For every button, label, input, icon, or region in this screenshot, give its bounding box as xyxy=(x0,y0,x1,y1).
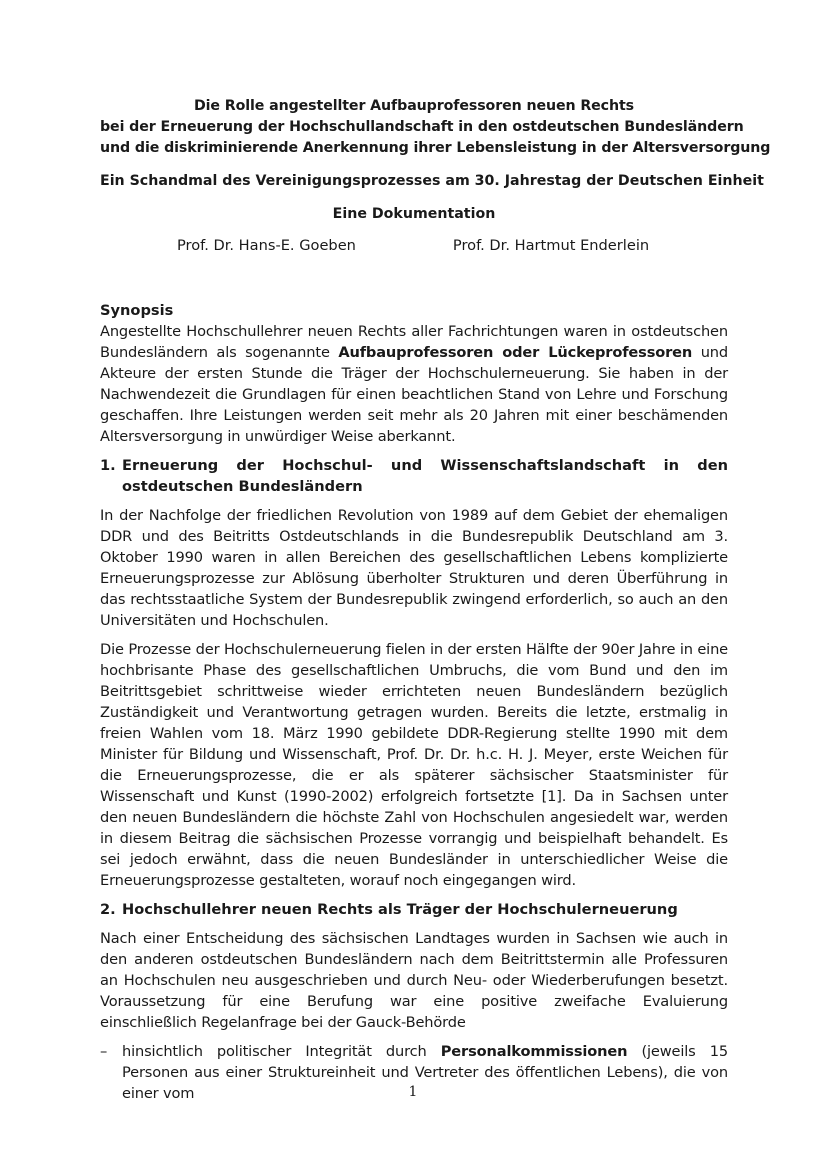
synopsis-text-start: Angestellte Hochschullehrer neuen Rechts aller Fachrichtungen waren in ostdeutschen Bundesländern als sogenannte xyxy=(100,323,728,361)
list-dash: – xyxy=(100,1043,108,1060)
section-1-number: 1. xyxy=(100,457,116,474)
synopsis-paragraph xyxy=(100,321,728,447)
documentation-label: Eine Dokumentation xyxy=(332,206,496,222)
list-bold-term: Personalkommissionen xyxy=(440,1043,628,1060)
section-1-title: Erneuerung der Hochschul- und Wissenschaftslandschaft in den ostdeutschen Bundesländern xyxy=(122,457,728,495)
document-page xyxy=(100,96,771,1104)
title-line-1: Die Rolle angestellter Aufbauprofessoren neuen Rechts xyxy=(193,98,635,114)
section-2-title: Hochschullehrer neuen Rechts als Träger der Hochschulerneuerung xyxy=(122,901,678,918)
list-text-start: hinsichtlich politischer Integrität durch xyxy=(122,1043,441,1060)
document-title xyxy=(100,96,771,159)
synopsis-bold-term: Aufbauprofessoren oder Lückeprofessoren xyxy=(338,344,693,361)
section-2-heading xyxy=(100,899,728,920)
section-1-heading xyxy=(100,455,728,497)
section-1-paragraph-2: Die Prozesse der Hochschulerneuerung fielen in der ersten Hälfte der 90er Jahre in eine hochbrisante Phase des gesellschaftlichen Umbruchs, die vom Bund und den im Beitrittsgebiet schrittweise wieder errichteten neuen Bundesländern bezüglich Zuständigkeit und Verantwortung getragen wurden. Bereits die letzte, erstmalig in freien Wahlen vom 18. März 1990 gebildete DDR-Regierung stellte 1990 mit dem Minister für Bildung und Wissenschaft, Prof. Dr. Dr. h.c. H. J. Meyer, erste Weichen für die Erneuerungsprozesse, die er als späterer sächsischer Staatsminister für Wissenschaft und Kunst (1990-2002) erfolgreich fortsetzte [1]. Da in Sachsen unter den neuen Bundesländern die höchste Zahl von Hochschulen angesiedelt war, werden in diesem Beitrag die sächsischen Prozesse vorrangig und beispielhaft behandelt. Es sei jedoch erwähnt, dass die neuen Bundesländer in unterschiedlicher Weise die Erneuerungsprozesse gestalteten, worauf noch eingegangen wird. xyxy=(100,641,728,889)
synopsis-text-end: und Akteure der ersten Stunde die Träger der Hochschulerneuerung. Sie haben in der Nachwendezeit die Grundlagen für einen beachtlichen Stand von Lehre und Forschung geschaffen. Ihre Leistungen werden seit mehr als 20 Jahren mit einer beschämenden Altersversorgung in unwürdiger Weise aberkannt. xyxy=(100,344,729,445)
synopsis-heading: Synopsis xyxy=(100,302,174,319)
section-2-paragraph-1: Nach einer Entscheidung des sächsischen Landtages wurden in Sachsen wie auch in den anderen ostdeutschen Bundesländern nach dem Beitrittstermin alle Professuren an Hochschulen neu ausgeschrieben und durch Neu- oder Wiederberufungen besetzt. Voraussetzung für eine Berufung war eine positive zweifache Evaluierung einschließlich Regelanfrage bei der Gauck-Behörde xyxy=(100,930,728,1031)
title-line-2: bei der Erneuerung der Hochschullandschaft in den ostdeutschen Bundesländern xyxy=(100,119,744,135)
author-enderlein: Prof. Dr. Hartmut Enderlein xyxy=(452,237,650,254)
section-1-paragraph-1: In der Nachfolge der friedlichen Revolution von 1989 auf dem Gebiet der ehemaligen DDR und des Beitritts Ostdeutschlands in die Bundesrepublik Deutschland am 3. Oktober 1990 waren in allen Bereichen des gesellschaftlichen Lebens komplizierte Erneuerungsprozesse zur Ablösung überholter Strukturen und deren Überführung in das rechtsstaatliche System der Bundesrepublik zwingend erforderlich, so auch an den Universitäten und Hochschulen. xyxy=(100,507,728,629)
page-number: 1 xyxy=(408,1084,418,1100)
title-line-3: und die diskriminierende Anerkennung ihrer Lebensleistung in der Altersversorgung xyxy=(100,140,771,156)
section-2-number: 2. xyxy=(100,901,116,918)
author-goeben: Prof. Dr. Hans-E. Goeben xyxy=(177,237,356,254)
document-subtitle: Ein Schandmal des Vereinigungsprozesses am 30. Jahrestag der Deutschen Einheit xyxy=(100,173,764,189)
author-line xyxy=(100,235,728,256)
list-text-end: (jeweils 15 Personen aus einer Struktureinheit und Vertreter des öffentlichen Lebens), die von einer vom xyxy=(122,1043,729,1102)
